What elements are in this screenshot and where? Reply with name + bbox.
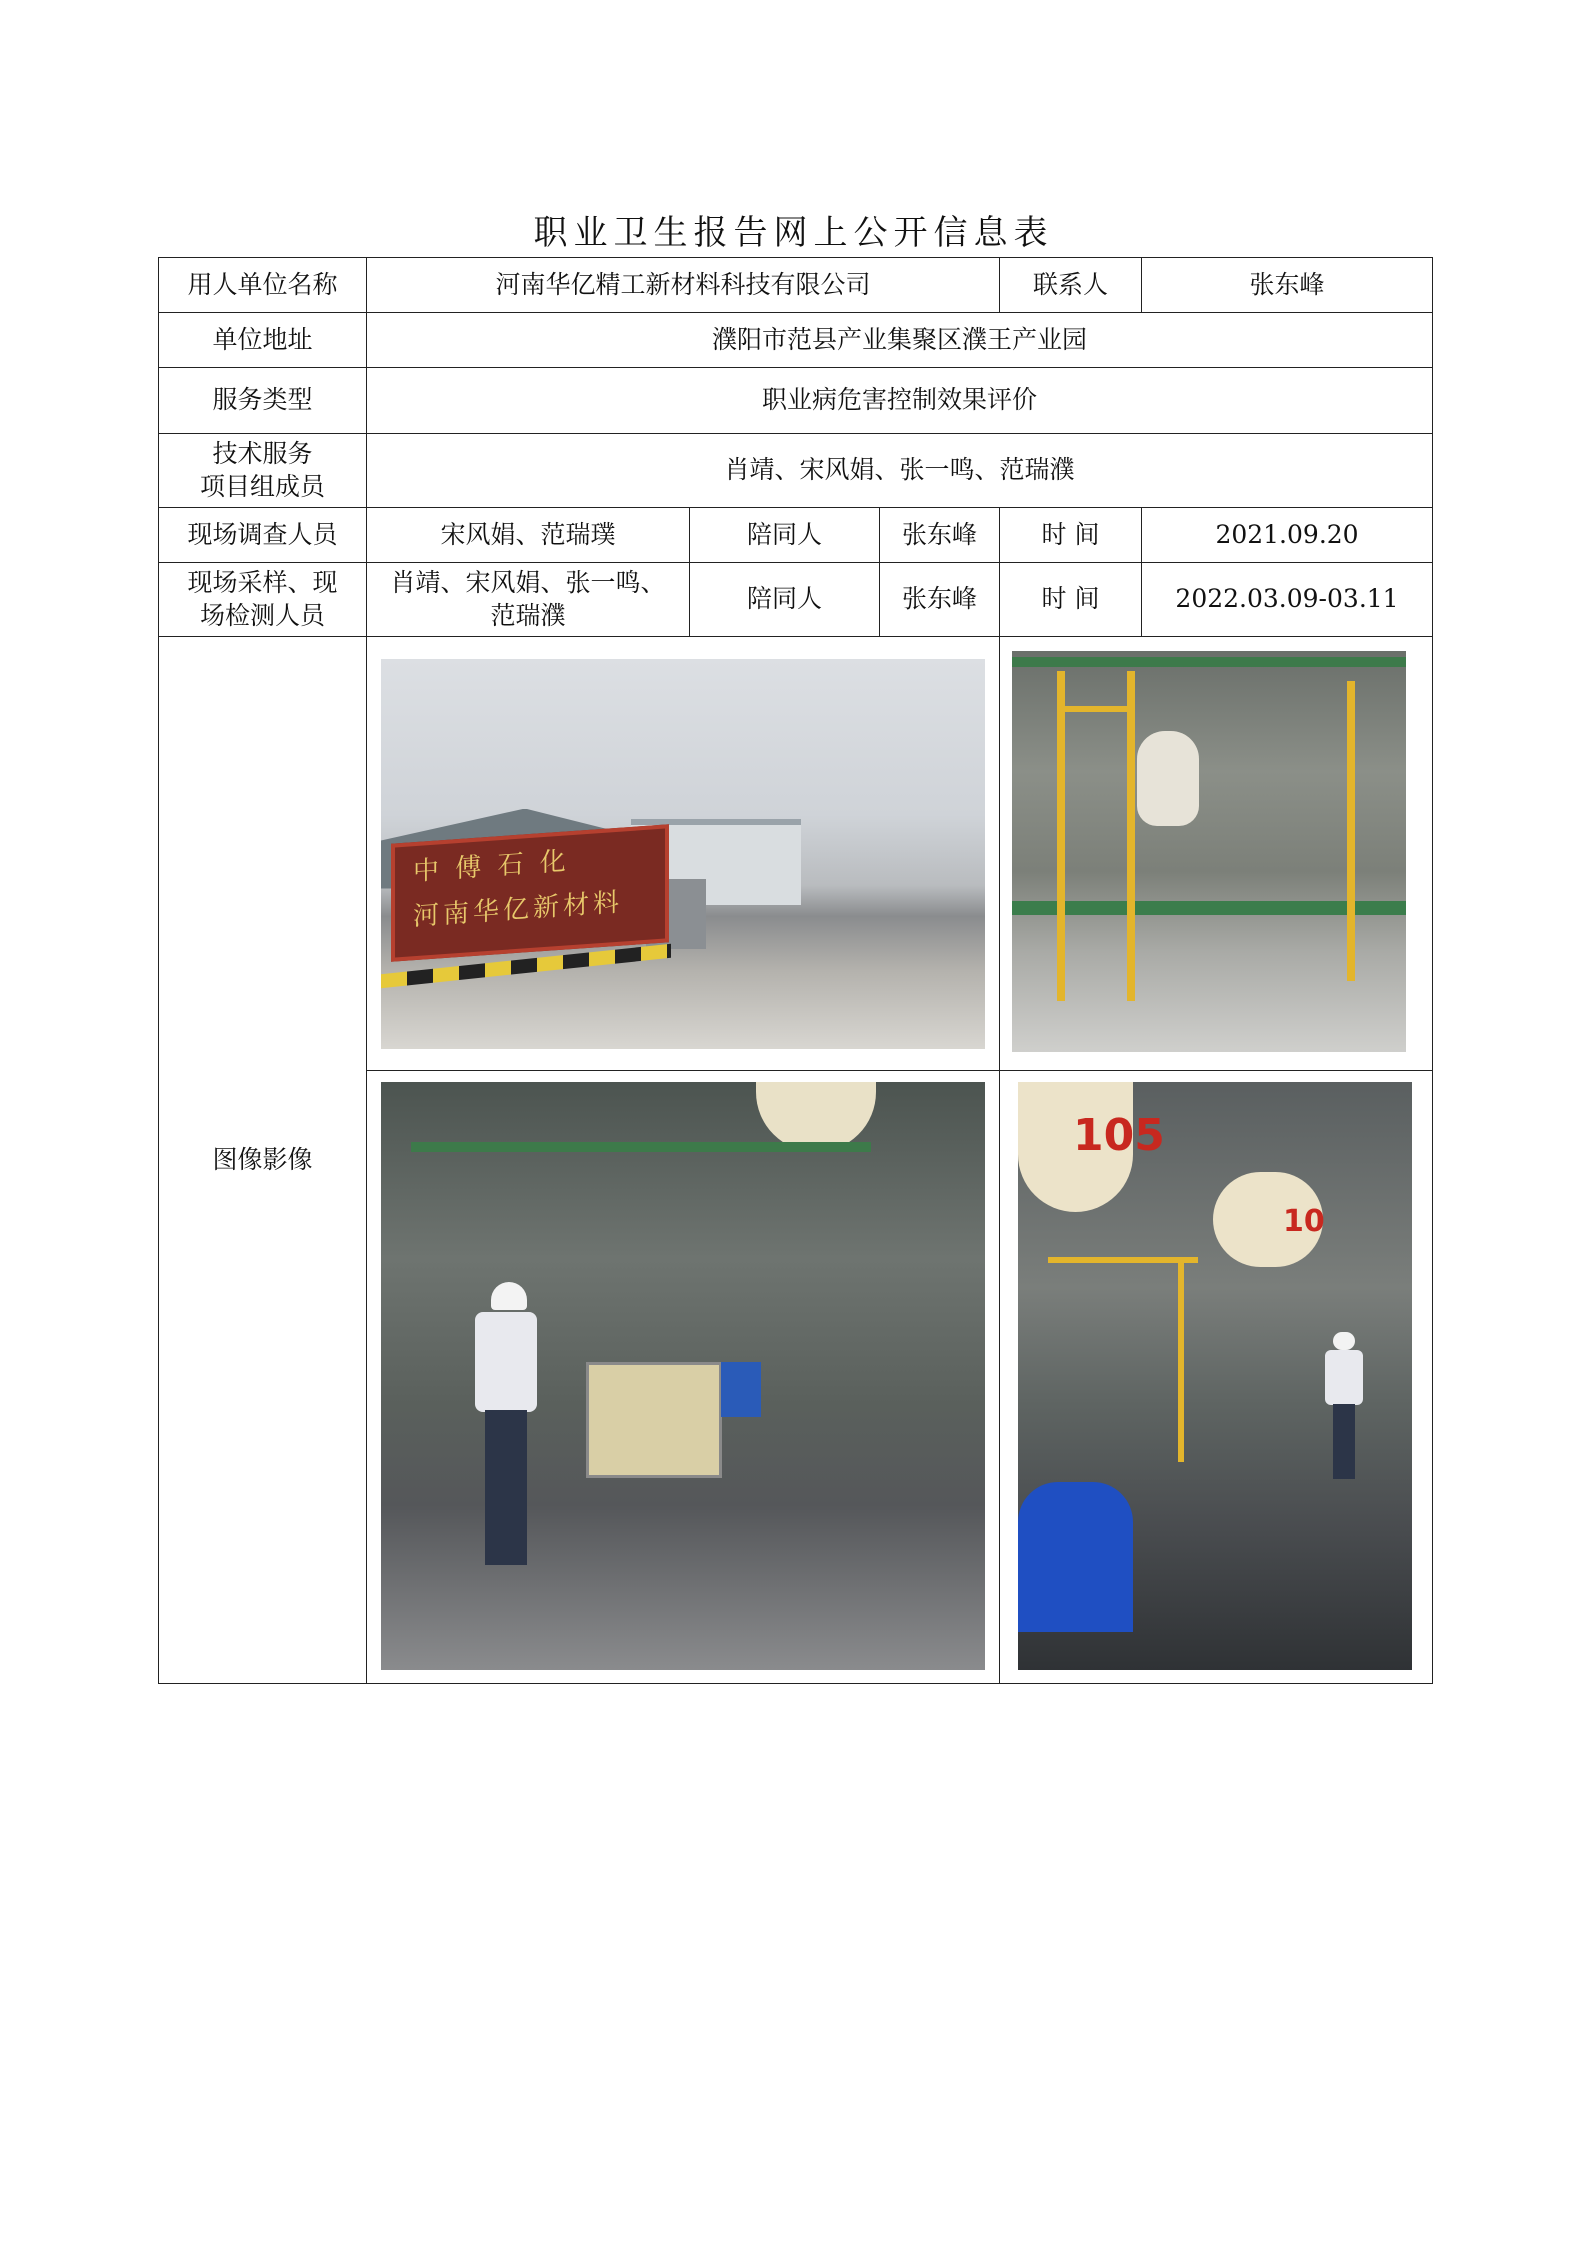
sampling-time-value: 2022.03.09-03.11 [1142, 563, 1433, 637]
photo-sign [391, 824, 669, 961]
table-row [159, 508, 1433, 563]
team-value: 肖靖、宋风娟、张一鸣、范瑞濮 [367, 434, 1433, 508]
employer-value: 河南华亿精工新材料科技有限公司 [367, 258, 1000, 313]
sign-text-line2: 河南华亿新材料 [413, 886, 624, 932]
photo-worker-body [1325, 1350, 1363, 1405]
photo-pipe [1012, 657, 1406, 667]
survey-value: 宋风娟、范瑞璞 [367, 508, 690, 563]
service-value: 职业病危害控制效果评价 [367, 368, 1433, 434]
team-label-line1: 技术服务 [212, 439, 313, 468]
photo-rail [1347, 681, 1355, 981]
images-label: 图像影像 [159, 637, 367, 1684]
table-row [159, 434, 1433, 508]
photo-ibc-container [586, 1362, 722, 1478]
sampling-accompany-label: 陪同人 [690, 563, 880, 637]
sampling-accompany-value: 张东峰 [880, 563, 1000, 637]
photo-helmet [1333, 1332, 1355, 1350]
photo-tank [1018, 1082, 1165, 1212]
table-row [159, 637, 1433, 1071]
table-row [159, 313, 1433, 368]
photo-helmet [491, 1282, 527, 1310]
photo-cell-4 [1000, 1071, 1433, 1684]
photo-rail [1057, 706, 1135, 712]
photo-drum [721, 1362, 761, 1417]
survey-time-label: 时 间 [1000, 508, 1142, 563]
sampling-label-line2: 场检测人员 [199, 600, 325, 630]
tank-number-a: 105 [1073, 1110, 1165, 1161]
photo-rail [1048, 1257, 1198, 1263]
photo-factory-gate [381, 659, 985, 1049]
tank-number-b: 10 [1283, 1204, 1325, 1239]
photo-tank [1137, 731, 1199, 826]
photo-worker [471, 1282, 541, 1572]
survey-label: 现场调查人员 [159, 508, 367, 563]
survey-accompany-label: 陪同人 [690, 508, 880, 563]
photo-pipe [411, 1142, 871, 1152]
table-row [159, 563, 1433, 637]
photo-sampling-worker [381, 1082, 985, 1670]
contact-label: 联系人 [1000, 258, 1142, 313]
photo-rail [1178, 1262, 1184, 1462]
photo-worker [1323, 1332, 1365, 1482]
table-row [159, 258, 1433, 313]
sampling-value-line2: 范瑞濮 [490, 600, 566, 630]
sampling-value [367, 563, 690, 637]
photo-rail [1057, 671, 1065, 1001]
photo-worker-legs [1333, 1404, 1355, 1479]
sampling-label-line1: 现场采样、现 [187, 568, 338, 597]
address-value: 濮阳市范县产业集聚区濮王产业园 [367, 313, 1433, 368]
contact-value: 张东峰 [1142, 258, 1433, 313]
sampling-time-label: 时 间 [1000, 563, 1142, 637]
table-row [159, 368, 1433, 434]
photo-rail [1127, 671, 1135, 1001]
address-label: 单位地址 [159, 313, 367, 368]
sampling-label [159, 563, 367, 637]
photo-tank [1213, 1172, 1323, 1267]
photo-drum [1018, 1482, 1133, 1632]
survey-time-value: 2021.09.20 [1142, 508, 1433, 563]
sign-text-line1: 中 傅 石 化 [413, 845, 570, 887]
photo-cell-1 [367, 637, 1000, 1071]
employer-label: 用人单位名称 [159, 258, 367, 313]
photo-reactor-area [1012, 651, 1406, 1052]
photo-tank-area [1018, 1082, 1412, 1670]
photo-worker-legs [485, 1410, 527, 1565]
photo-cell-2 [1000, 637, 1433, 1071]
survey-accompany-value: 张东峰 [880, 508, 1000, 563]
page-title: 职业卫生报告网上公开信息表 [533, 213, 1054, 253]
info-table [158, 257, 1433, 1684]
photo-worker-body [475, 1312, 537, 1412]
sampling-value-line1: 肖靖、宋风娟、张一鸣、 [390, 568, 666, 597]
photo-cell-3 [367, 1071, 1000, 1684]
team-label-line2: 项目组成员 [199, 471, 325, 501]
service-label: 服务类型 [159, 368, 367, 434]
team-label [159, 434, 367, 508]
